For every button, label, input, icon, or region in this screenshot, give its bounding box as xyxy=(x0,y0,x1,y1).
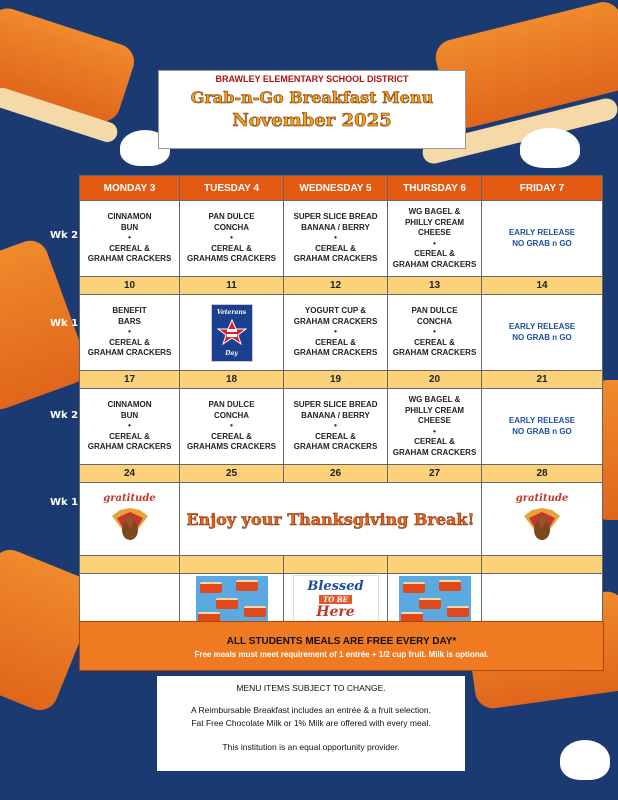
bullet: • xyxy=(334,421,337,431)
menu-item: CEREAL & xyxy=(414,249,455,258)
bullet: • xyxy=(230,233,233,243)
menu-header xyxy=(158,70,466,149)
milk-text: Fat Free Chocolate Milk or 1% Milk are offered with every meal. xyxy=(191,718,431,728)
menu-item: CEREAL & xyxy=(315,337,356,347)
menu-item: EARLY RELEASE xyxy=(508,416,576,425)
menu-item: YOGURT CUP & xyxy=(304,306,367,316)
menu-cell xyxy=(284,201,388,277)
menu-item: BANANA / BERRY xyxy=(301,410,370,420)
menu-item: PAN DULCE xyxy=(411,306,458,316)
date-number: 14 xyxy=(482,277,603,295)
blessed-word: Blessed xyxy=(307,579,364,594)
menu-calendar xyxy=(79,175,603,631)
day-header: MONDAY 3 xyxy=(80,176,180,201)
veterans-day-cell xyxy=(180,295,284,371)
menu-cell xyxy=(80,389,180,465)
day-header: TUESDAY 4 xyxy=(180,176,284,201)
menu-cell xyxy=(388,201,482,277)
bullet: • xyxy=(334,233,337,243)
early-release-cell xyxy=(482,295,603,371)
date-number-row xyxy=(80,277,603,295)
menu-cell xyxy=(284,389,388,465)
menu-item: BUN xyxy=(120,410,139,420)
equal-opportunity-text: This institution is an equal opportunity provider. xyxy=(222,742,400,752)
date-number: 13 xyxy=(388,277,482,295)
bullet: • xyxy=(433,327,436,337)
menu-item: CEREAL & xyxy=(315,243,356,253)
menu-cell xyxy=(180,201,284,277)
menu-item: GRAHAM CRACKERS xyxy=(293,254,378,264)
gratitude-cell xyxy=(80,483,180,556)
date-number: 24 xyxy=(80,465,180,483)
menu-item: GRAHAM CRACKERS xyxy=(87,442,172,452)
menu-item: GRAHAMS CRACKERS xyxy=(187,442,276,452)
menu-item: SUPER SLICE BREAD xyxy=(293,212,378,222)
menu-item: CINNAMON xyxy=(107,212,152,222)
menu-row xyxy=(80,295,603,371)
menu-item: CONCHA xyxy=(213,410,250,420)
gratitude-label: gratitude xyxy=(515,492,569,504)
early-release-cell xyxy=(482,201,603,277)
pie-slice-icon xyxy=(399,576,471,626)
date-number: 17 xyxy=(80,371,180,389)
date-number: 25 xyxy=(180,465,284,483)
notice-box xyxy=(156,675,466,772)
menu-item: GRAHAM CRACKERS xyxy=(392,447,477,457)
menu-item: PHILLY CREAM CHEESE xyxy=(404,217,465,237)
day-header: THURSDAY 6 xyxy=(388,176,482,201)
menu-item: CINNAMON xyxy=(107,400,152,410)
menu-item: CEREAL & xyxy=(211,243,252,253)
menu-item: SUPER SLICE BREAD xyxy=(293,400,378,410)
menu-item: GRAHAM CRACKERS xyxy=(392,259,477,269)
whipped-cream-icon xyxy=(520,128,580,168)
date-number: 20 xyxy=(388,371,482,389)
menu-item: CONCHA xyxy=(213,222,250,232)
menu-cell xyxy=(388,295,482,371)
menu-item: CEREAL & xyxy=(315,431,356,441)
free-meals-banner xyxy=(79,621,604,671)
menu-item: NO GRAB n GO xyxy=(512,332,572,342)
menu-item: WG BAGEL & xyxy=(408,207,461,216)
gratitude-label: gratitude xyxy=(103,492,156,504)
bullet: • xyxy=(433,426,436,436)
menu-item: GRAHAM CRACKERS xyxy=(87,348,172,358)
menu-item: BUN xyxy=(120,222,139,232)
menu-item: GRAHAM CRACKERS xyxy=(392,348,477,358)
week-label: Wk 2 xyxy=(50,230,79,241)
week-label: Wk 1 xyxy=(50,497,79,508)
bullet: • xyxy=(433,238,436,248)
menu-item: GRAHAM CRACKERS xyxy=(293,316,378,326)
reimbursable-text: A Reimbursable Breakfast includes an entrée & a fruit selection. xyxy=(190,705,432,715)
whipped-cream-icon xyxy=(560,740,610,780)
date-number: 10 xyxy=(80,277,180,295)
subject-change-text: MENU ITEMS SUBJECT TO CHANGE. xyxy=(236,683,386,693)
turkey-icon xyxy=(108,504,152,544)
date-number: 12 xyxy=(284,277,388,295)
day-header-row xyxy=(80,176,603,201)
bullet: • xyxy=(230,421,233,431)
bullet: • xyxy=(128,421,131,431)
date-number-row xyxy=(80,371,603,389)
menu-item: CONCHA xyxy=(416,316,453,326)
menu-item: BARS xyxy=(118,316,141,326)
date-number: 11 xyxy=(180,277,284,295)
blank-row xyxy=(80,556,603,574)
menu-cell xyxy=(80,295,180,371)
district-name: BRAWLEY ELEMENTARY SCHOOL DISTRICT xyxy=(215,74,409,84)
menu-item: NO GRAB n GO xyxy=(512,238,572,248)
day-label: Day xyxy=(225,349,238,357)
here-word: Here xyxy=(316,604,355,620)
menu-item: NO GRAB n GO xyxy=(512,426,572,436)
menu-item: GRAHAM CRACKERS xyxy=(87,254,172,264)
menu-row xyxy=(80,201,603,277)
thanksgiving-break-cell xyxy=(180,483,482,556)
menu-item: GRAHAMS CRACKERS xyxy=(187,254,276,264)
menu-month: November 2025 xyxy=(232,110,392,131)
menu-cell xyxy=(80,201,180,277)
menu-item: GRAHAM CRACKERS xyxy=(293,348,378,358)
menu-title: Grab-n-Go Breakfast Menu xyxy=(190,88,434,107)
date-number: 19 xyxy=(284,371,388,389)
date-number: 27 xyxy=(388,465,482,483)
menu-cell xyxy=(284,295,388,371)
day-header: WEDNESDAY 5 xyxy=(284,176,388,201)
menu-item: CEREAL & xyxy=(109,337,150,347)
menu-item: BANANA / BERRY xyxy=(301,222,370,232)
bullet: • xyxy=(334,327,337,337)
menu-item: WG BAGEL & xyxy=(408,395,461,404)
turkey-icon xyxy=(520,504,564,544)
menu-cell xyxy=(180,389,284,465)
menu-item: PAN DULCE xyxy=(208,212,255,222)
menu-row xyxy=(80,389,603,465)
gratitude-cell xyxy=(482,483,603,556)
date-number-row xyxy=(80,465,603,483)
menu-item: BENEFIT xyxy=(112,306,147,316)
menu-item: CEREAL & xyxy=(414,337,455,347)
free-meals-text: ALL STUDENTS MEALS ARE FREE EVERY DAY* xyxy=(226,636,457,647)
flag-star-icon xyxy=(217,319,247,345)
meal-requirement-text: Free meals must meet requirement of 1 entrée + 1/2 cup fruit. Milk is optional. xyxy=(194,650,489,659)
menu-item: EARLY RELEASE xyxy=(508,322,576,331)
thanksgiving-row xyxy=(80,483,603,556)
to-be-word: TO BE xyxy=(319,595,352,604)
week-label: Wk 1 xyxy=(50,318,79,329)
menu-item: PHILLY CREAM CHEESE xyxy=(404,405,465,425)
date-number: 26 xyxy=(284,465,388,483)
bullet: • xyxy=(128,233,131,243)
date-number: 28 xyxy=(482,465,603,483)
date-number: 21 xyxy=(482,371,603,389)
menu-item: EARLY RELEASE xyxy=(508,228,576,237)
date-number: 18 xyxy=(180,371,284,389)
bullet: • xyxy=(128,327,131,337)
menu-item: CEREAL & xyxy=(211,431,252,441)
menu-item: CEREAL & xyxy=(414,437,455,446)
menu-item: PAN DULCE xyxy=(208,400,255,410)
menu-item: GRAHAM CRACKERS xyxy=(293,442,378,452)
menu-cell xyxy=(388,389,482,465)
pie-slice-icon xyxy=(196,576,268,626)
veterans-day-image xyxy=(211,304,253,362)
early-release-cell xyxy=(482,389,603,465)
menu-item: CEREAL & xyxy=(109,431,150,441)
menu-item: CEREAL & xyxy=(109,243,150,253)
week-label: Wk 2 xyxy=(50,410,79,421)
veterans-label: Veterans xyxy=(216,308,247,316)
day-header: FRIDAY 7 xyxy=(482,176,603,201)
thanksgiving-break-text: Enjoy your Thanksgiving Break! xyxy=(186,509,475,529)
